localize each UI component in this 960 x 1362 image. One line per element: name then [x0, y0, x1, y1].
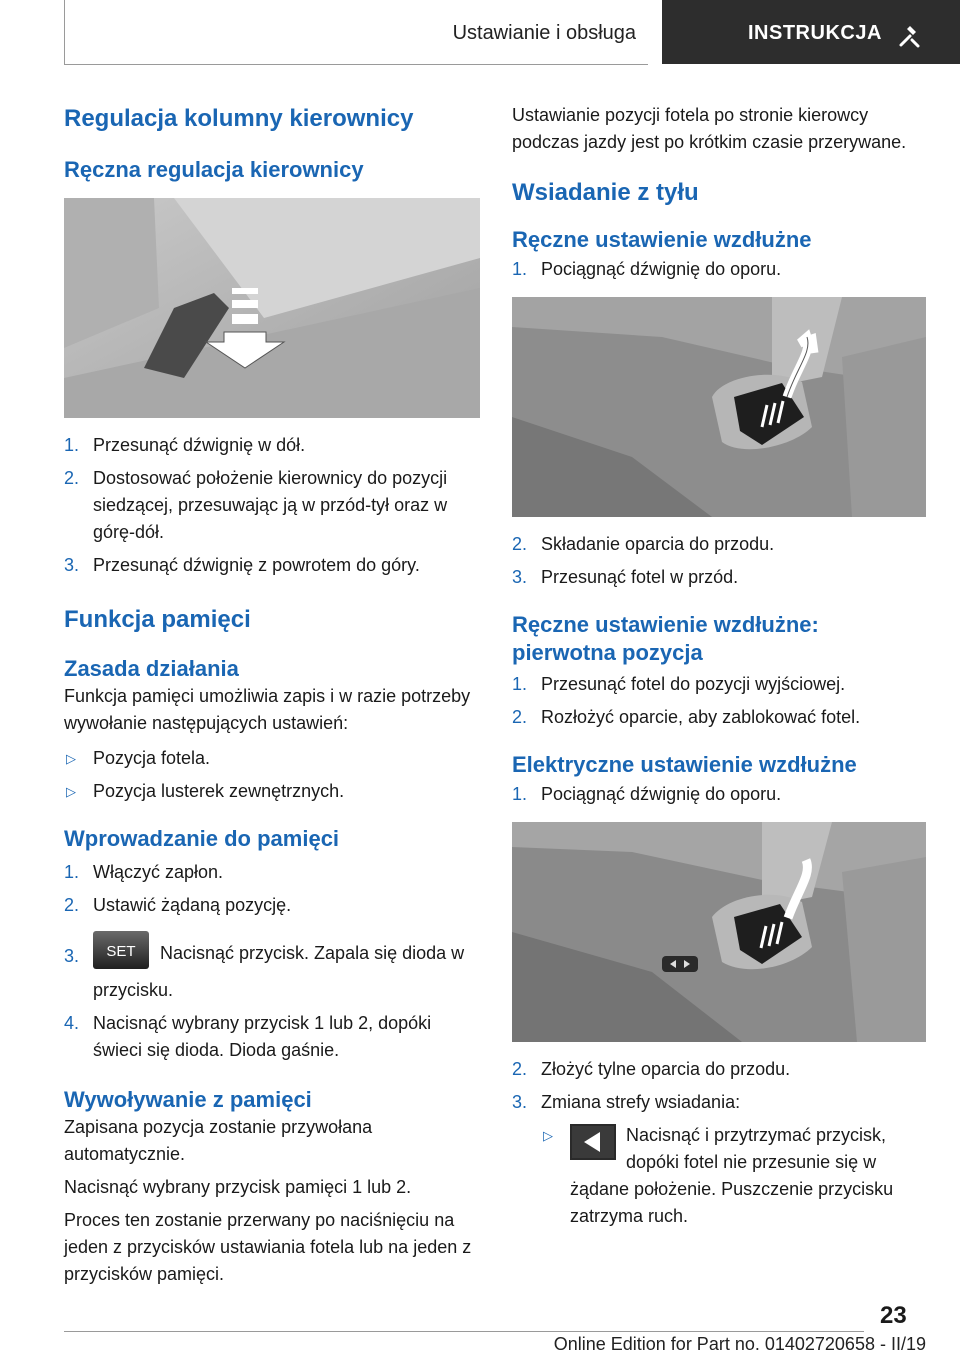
triangle-bullet-icon: ▷	[66, 784, 76, 799]
step-number: 3.	[64, 555, 80, 575]
heading-store-memory: Wprowadzanie do pamięci	[64, 826, 340, 851]
list-item	[64, 432, 480, 459]
list-item	[64, 859, 480, 886]
principle-list	[64, 745, 480, 805]
step-number: 1.	[64, 862, 80, 882]
step-number: 2.	[512, 707, 528, 727]
left-column	[64, 100, 480, 1288]
list-item	[512, 256, 926, 283]
original-steps	[512, 671, 926, 731]
heading-rear-entry: Wsiadanie z tyłu	[512, 179, 699, 206]
triangle-bullet-icon: ▷	[66, 751, 76, 766]
step-text: Przesunąć fotel do pozycji wyjściowej.	[541, 674, 846, 694]
seat-lever-photo	[512, 297, 926, 517]
electric-steps-b	[512, 1056, 926, 1230]
list-item	[64, 892, 480, 919]
list-item	[512, 564, 926, 591]
principle-text: Funkcja pamięci umożliwia zapis i w razie potrzeby wywołanie następujących ustawień:	[64, 686, 471, 733]
step-text: Przesunąć dźwignię z powrotem do góry.	[93, 555, 420, 575]
list-item	[64, 1010, 480, 1064]
step-number: 1.	[512, 674, 528, 694]
bullet-text: Nacisnąć i przytrzymać przycisk, dopóki fotel nie przesunie się w żądane położenie. Puszczenie przycisku zatrzyma ruch.	[570, 1125, 894, 1226]
manual-steps-a	[512, 256, 926, 283]
steering-steps	[64, 432, 480, 579]
step-number: 3.	[64, 946, 80, 966]
manual-steps-b	[512, 531, 926, 591]
bullet-text: Pozycja fotela.	[93, 748, 211, 768]
list-item	[512, 781, 926, 808]
list-item	[64, 552, 480, 579]
electric-steps-a	[512, 781, 926, 808]
step-text: Włączyć zapłon.	[93, 862, 224, 882]
recall-paragraph-3: Proces ten zostanie przerwany po naciśnięciu na jeden z przycisków ustawiania fotela lub na jeden z przycisków pamięci.	[64, 1210, 472, 1284]
step-text: Złożyć tylne oparcia do przodu.	[541, 1059, 791, 1079]
steering-lever-photo	[64, 198, 480, 418]
step-number: 4.	[64, 1013, 80, 1033]
heading-principle: Zasada działania	[64, 656, 239, 681]
heading-memory-function: Funkcja pamięci	[64, 606, 251, 633]
step-number: 2.	[512, 534, 528, 554]
step-text: Przesunąć fotel w przód.	[541, 567, 739, 587]
step-text: Nacisnąć wybrany przycisk 1 lub 2, dopóki świeci się dioda. Dioda gaśnie.	[93, 1013, 432, 1060]
list-item	[512, 671, 926, 698]
bullet-text: Pozycja lusterek zewnętrznych.	[93, 781, 345, 801]
intro-paragraph: Ustawianie pozycji fotela po stronie kierowcy podczas jazdy jest po krótkim czasie przerywane.	[512, 105, 907, 152]
recall-paragraph-1: Zapisana pozycja zostanie przywołana automatycznie.	[64, 1117, 373, 1164]
header-section-title: Ustawianie i obsługa	[452, 22, 636, 44]
set-button-image	[93, 931, 149, 977]
header-badge	[662, 0, 960, 64]
heading-manual-original-position: Ręczne ustawienie wzdłużne: pierwotna pozycja	[512, 612, 819, 665]
recall-paragraph-2: Nacisnąć wybrany przycisk pamięci 1 lub 2.	[64, 1177, 412, 1197]
heading-steering-column: Regulacja kolumny kierownicy	[64, 105, 414, 132]
seat-electric-photo	[512, 822, 926, 1042]
list-item	[512, 1056, 926, 1083]
step-text: Rozłożyć oparcie, aby zablokować fotel.	[541, 707, 861, 727]
step-number: 1.	[512, 784, 528, 804]
step-text: Nacisnąć przycisk. Zapala się dioda w przycisku.	[93, 942, 465, 1000]
step-text: Dostosować położenie kierownicy do pozycji siedzącej, przesuwając ją w przód-tył oraz w górę-dół.	[93, 468, 448, 542]
step-text: Pociągnąć dźwignię do oporu.	[541, 784, 782, 804]
step-number: 3.	[512, 1092, 528, 1112]
set-button-label: SET	[106, 943, 136, 960]
list-item	[64, 745, 480, 772]
heading-manual-steering: Ręczna regulacja kierownicy	[64, 157, 364, 182]
footer-rule	[64, 1331, 864, 1332]
page-number: 23	[880, 1302, 907, 1329]
step-number: 3.	[512, 567, 528, 587]
step-text: Ustawić żądaną pozycję.	[93, 895, 292, 915]
store-steps	[64, 859, 480, 1064]
step-text: Przesunąć dźwignię w dół.	[93, 435, 306, 455]
step-number: 2.	[512, 1059, 528, 1079]
list-item	[64, 778, 480, 805]
header-rule-horizontal	[64, 64, 648, 65]
right-column	[512, 100, 926, 1230]
list-item	[512, 1089, 926, 1116]
heading-electric-longitudinal: Elektryczne ustawienie wzdłużne	[512, 752, 857, 777]
seat-back-button-image	[570, 1124, 616, 1168]
list-item	[64, 931, 480, 1004]
step-text: Składanie oparcia do przodu.	[541, 534, 775, 554]
footer-edition: Online Edition for Part no. 01402720658 - II/19	[553, 1334, 926, 1354]
triangle-bullet-icon: ▷	[543, 1128, 553, 1143]
heading-manual-longitudinal: Ręczne ustawienie wzdłużne	[512, 227, 812, 252]
heading-recall-memory: Wywoływanie z pamięci	[64, 1087, 312, 1112]
list-item	[512, 531, 926, 558]
header-badge-label: INSTRUKCJA	[748, 22, 882, 44]
list-item	[541, 1122, 926, 1230]
step-text: Zmiana strefy wsiadania:	[541, 1092, 741, 1112]
step-text: Pociągnąć dźwignię do oporu.	[541, 259, 782, 279]
wrench-hammer-icon	[898, 26, 920, 48]
step-number: 2.	[64, 895, 80, 915]
list-item	[512, 704, 926, 731]
list-item	[64, 465, 480, 546]
step-number: 1.	[64, 435, 80, 455]
step-number: 2.	[64, 468, 80, 488]
step-number: 1.	[512, 259, 528, 279]
